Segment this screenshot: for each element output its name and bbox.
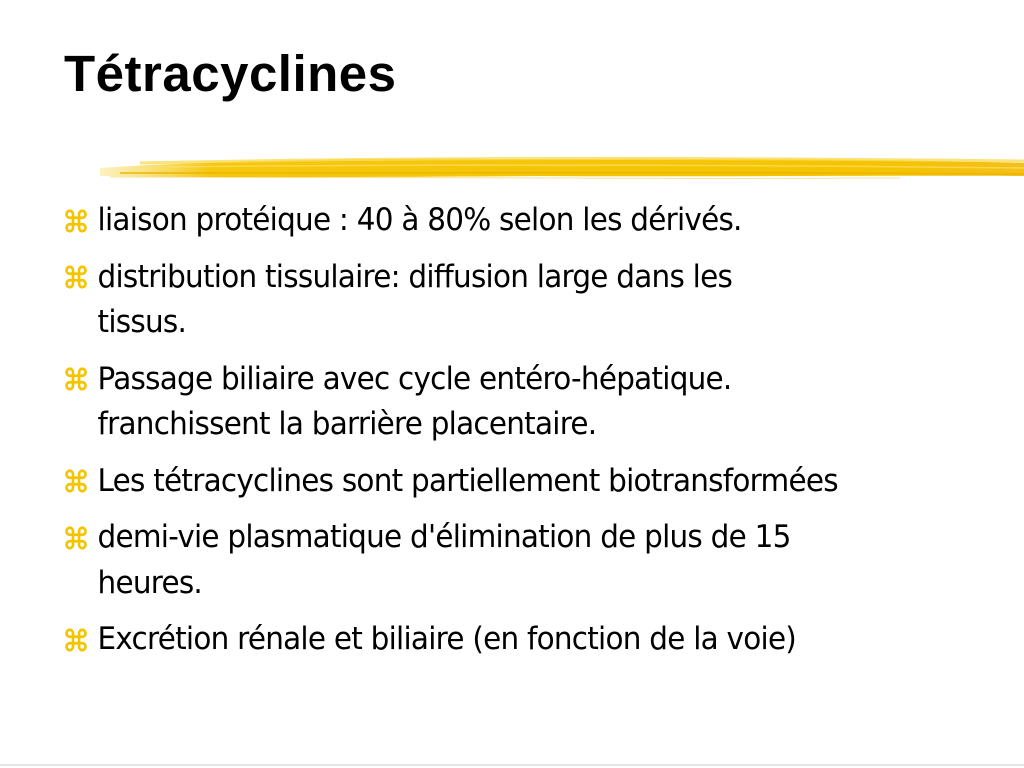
command-key-icon [62,515,90,560]
command-key-icon [62,617,90,662]
command-key-icon [62,357,90,402]
bottom-divider [0,764,1024,766]
bullet-text: Excrétion rénale et biliaire (en fonction de la voie) [97,621,797,657]
bullet-item [62,617,960,663]
bullet-text: liaison protéique : 40 à 80% selon les dérivés. [97,202,742,238]
bullet-item [62,255,960,346]
command-key-icon [62,459,90,504]
slide-title: Tétracyclines [64,45,397,102]
title-underline-brush [100,146,1024,190]
bullet-text: demi-vie plasmatique d'élimination de plus de 15 heures. [97,519,791,601]
command-key-icon [62,198,90,243]
bullet-item [62,198,960,244]
bullet-item [62,357,960,448]
command-key-icon [62,255,90,300]
bullet-text: Passage biliaire avec cycle entéro-hépatique. franchissent la barrière placentaire. [97,360,732,442]
bullet-item [62,515,960,606]
bullet-text: distribution tissulaire: diffusion large dans les tissus. [97,258,733,340]
bullet-item [62,459,960,505]
bullet-text: Les tétracyclines sont partiellement biotransformées [97,462,838,499]
bullet-list [62,198,1022,674]
